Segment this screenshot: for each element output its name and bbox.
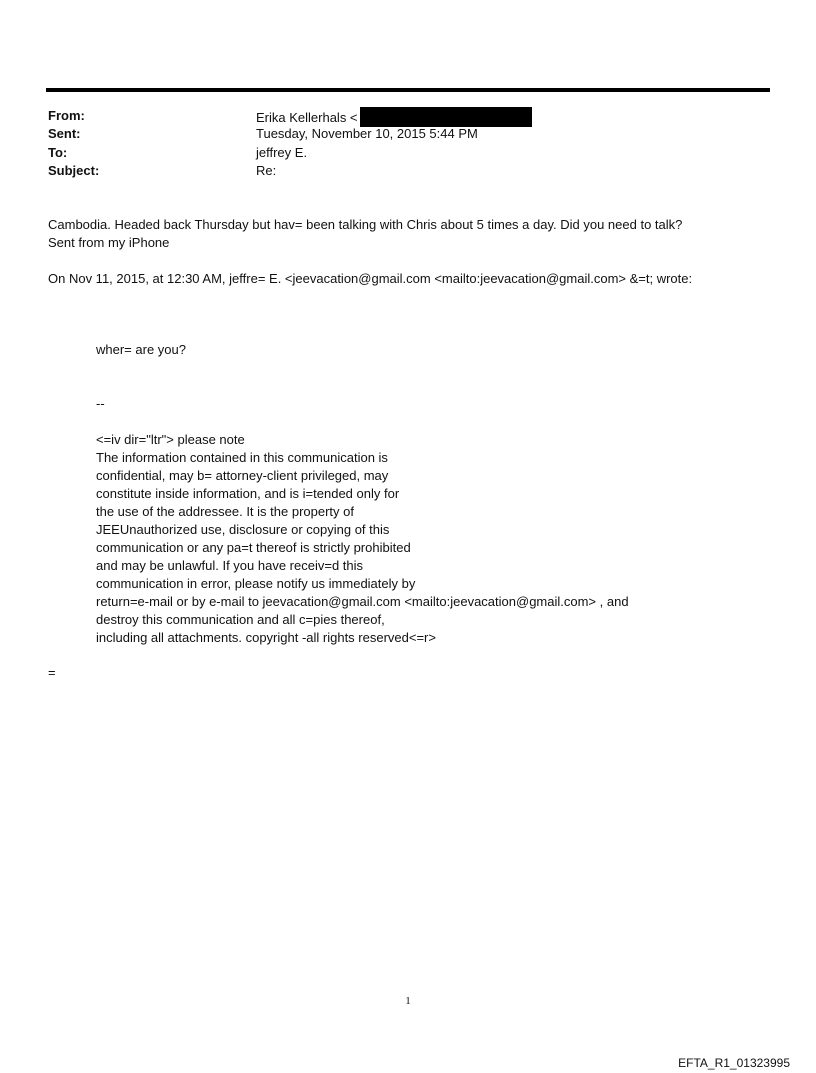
to-value: jeffrey E. <box>256 145 308 160</box>
page-number: 1 <box>405 995 411 1007</box>
signature-separator: -- <box>96 396 105 411</box>
disclaimer-line: the use of the addressee. It is the property of <box>96 504 354 519</box>
disclaimer-line: communication or any pa=t thereof is strictly prohibited <box>96 540 411 555</box>
disclaimer-line: confidential, may b= attorney-client privileged, may <box>96 468 389 483</box>
sent-label: Sent: <box>48 126 81 141</box>
header-divider <box>46 88 770 92</box>
disclaimer-line: JEEUnauthorized use, disclosure or copying of this <box>96 522 390 537</box>
from-value <box>256 107 532 127</box>
quoted-question: wher= are you? <box>96 342 186 357</box>
disclaimer-line: The information contained in this communication is <box>96 450 388 465</box>
disclaimer-line: communication in error, please notify us immediately by <box>96 576 416 591</box>
sent-value: Tuesday, November 10, 2015 5:44 PM <box>256 126 478 141</box>
redaction-box <box>360 107 532 127</box>
disclaimer-line: constitute inside information, and is i=tended only for <box>96 486 400 501</box>
body-line-1: Cambodia. Headed back Thursday but hav= been talking with Chris about 5 times a day. Did you need to talk? <box>48 217 683 232</box>
from-name: Erika Kellerhals < <box>256 110 358 125</box>
subject-label: Subject: <box>48 163 100 178</box>
trailer-equals: = <box>48 665 56 680</box>
from-label: From: <box>48 108 85 123</box>
to-label: To: <box>48 145 68 160</box>
quote-intro: On Nov 11, 2015, at 12:30 AM, jeffre= E. <jeevacation@gmail.com <mailto:jeevacation@gmail.com> &=t; wrote: <box>48 271 693 286</box>
disclaimer-line: including all attachments. copyright -all rights reserved<=r> <box>96 630 436 645</box>
document-id: EFTA_R1_01323995 <box>678 1056 790 1070</box>
signature-head: <=iv dir="ltr"> please note <box>96 432 245 447</box>
disclaimer-line: destroy this communication and all c=pies thereof, <box>96 612 385 627</box>
disclaimer-line: return=e-mail or by e-mail to jeevacation@gmail.com <mailto:jeevacation@gmail.com> , and <box>96 594 629 609</box>
body-line-2: Sent from my iPhone <box>48 235 170 250</box>
disclaimer-line: and may be unlawful. If you have receiv=d this <box>96 558 364 573</box>
subject-value: Re: <box>256 163 277 178</box>
